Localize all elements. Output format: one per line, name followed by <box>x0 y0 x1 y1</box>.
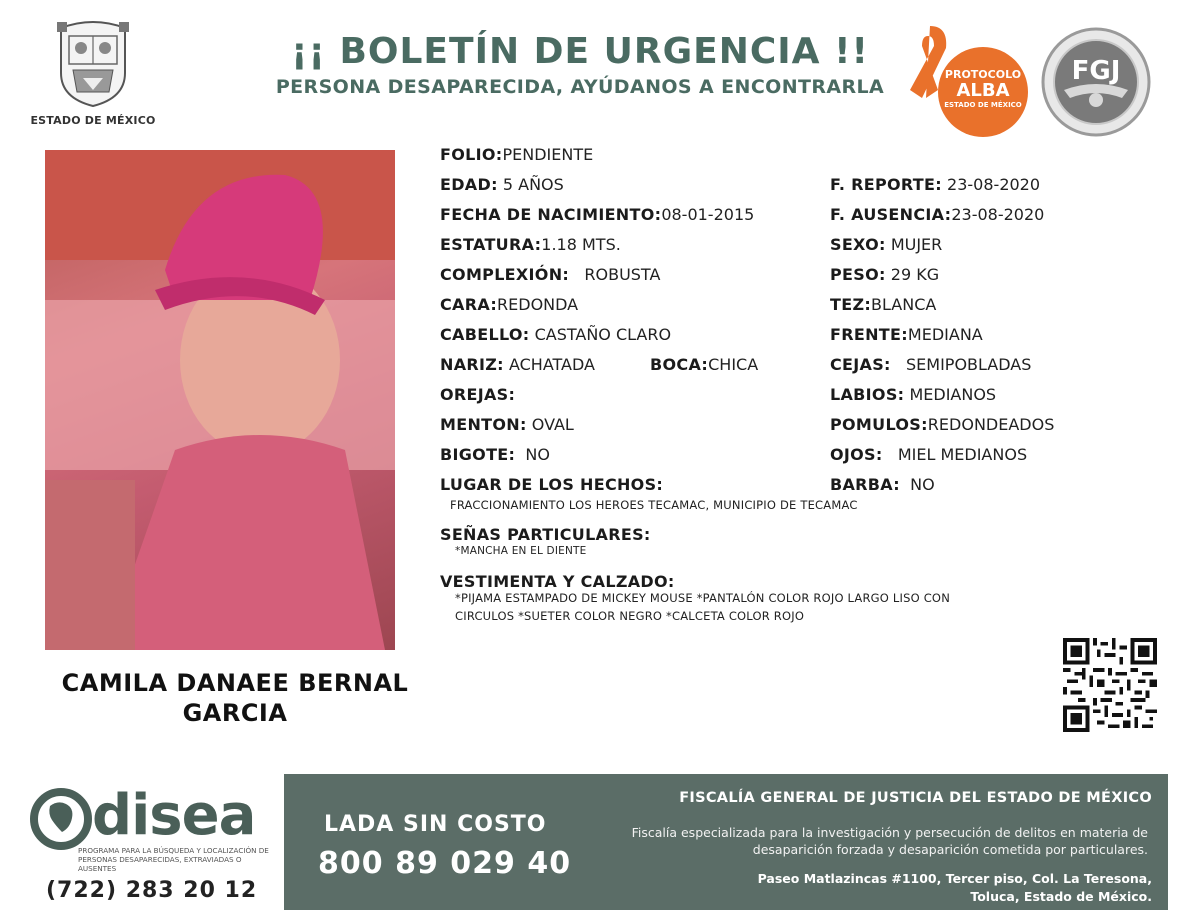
field-label: FOLIO: <box>440 145 503 164</box>
field-label: POMULOS: <box>830 415 928 434</box>
field-value: 23-08-2020 <box>947 175 1041 194</box>
lugar-hechos-value: FRACCIONAMIENTO LOS HEROES TECAMAC, MUNICIPIO DE TECAMAC <box>450 498 858 512</box>
field-label: CEJAS: <box>830 355 891 374</box>
field-label: OJOS: <box>830 445 883 464</box>
vestimenta-value-line1: *PIJAMA ESTAMPADO DE MICKEY MOUSE *PANTALÓN COLOR ROJO LARGO LISO CON <box>455 591 950 605</box>
state-caption: ESTADO DE MÉXICO <box>30 114 156 127</box>
alba-line2: ALBA <box>956 80 1010 101</box>
field-value: 23-08-2020 <box>951 205 1045 224</box>
field-label: SEÑAS PARTICULARES: <box>440 525 651 544</box>
field-label: VESTIMENTA Y CALZADO: <box>440 572 675 591</box>
fgj-logo <box>1040 26 1152 138</box>
alba-badge <box>938 47 1028 137</box>
field-label: MENTON: <box>440 415 527 434</box>
field-value: MEDIANOS <box>909 385 997 404</box>
field-fecha-nacimiento <box>440 205 754 225</box>
field-label: F. AUSENCIA: <box>830 205 952 224</box>
odisea-map-icon <box>30 788 92 850</box>
field-estatura <box>440 235 621 255</box>
field-value: ROBUSTA <box>584 265 661 284</box>
field-label: BOCA: <box>650 355 709 374</box>
person-name-line2: GARCIA <box>182 699 288 727</box>
field-label: ESTATURA: <box>440 235 542 254</box>
field-barba <box>830 475 935 495</box>
field-labios <box>830 385 996 405</box>
fiscalia-description: Fiscalía especializada para la investigación y persecución de delitos en materia de desaparición forzada y desaparición cometida por particulares. <box>631 825 1148 857</box>
field-label: EDAD: <box>440 175 498 194</box>
field-value: MIEL MEDIANOS <box>897 445 1028 464</box>
fiscalia-title: FISCALÍA GENERAL DE JUSTICIA DEL ESTADO DE MÉXICO <box>679 790 1152 806</box>
field-value: MUJER <box>890 235 943 254</box>
field-label: FRENTE: <box>830 325 908 344</box>
photo-placeholder-icon <box>45 150 395 650</box>
odisea-logo <box>30 783 275 916</box>
field-value: BLANCA <box>871 295 937 314</box>
alba-line1: PROTOCOLO <box>944 68 1022 81</box>
field-value: CHICA <box>708 355 759 374</box>
alba-line3: ESTADO DE MÉXICO <box>944 101 1022 109</box>
field-folio <box>440 145 593 165</box>
field-value: SEMIPOBLADAS <box>906 355 1032 374</box>
field-value: NO <box>910 475 935 494</box>
field-cabello <box>440 325 671 345</box>
field-frente <box>830 325 983 345</box>
address-line2: Toluca, Estado de México. <box>970 889 1152 904</box>
vestimenta-value-line2: CIRCULOS *SUETER COLOR NEGRO *CALCETA COLOR ROJO <box>455 609 805 623</box>
field-value: REDONDA <box>497 295 579 314</box>
field-label: OREJAS: <box>440 385 516 404</box>
field-cejas <box>830 355 1031 375</box>
field-label: LUGAR DE LOS HECHOS: <box>440 475 664 494</box>
senas-particulares-value: *MANCHA EN EL DIENTE <box>455 545 587 557</box>
field-value: MEDIANA <box>907 325 983 344</box>
field-label: LABIOS: <box>830 385 905 404</box>
qr-code-icon[interactable] <box>1063 638 1157 732</box>
estado-de-mexico-logo <box>28 18 158 130</box>
field-label: PESO: <box>830 265 886 284</box>
bulletin-subtitle: PERSONA DESAPARECIDA, AYÚDANOS A ENCONTRARLA <box>275 76 885 98</box>
field-ojos <box>830 445 1027 465</box>
bulletin-title: ¡¡ BOLETÍN DE URGENCIA !! <box>291 31 869 72</box>
field-value: 29 KG <box>890 265 940 284</box>
field-bigote <box>440 445 550 465</box>
fgj-seal-text: FGJ <box>1071 56 1121 86</box>
field-label: CARA: <box>440 295 498 314</box>
field-value: CASTAÑO CLARO <box>534 325 672 344</box>
field-label: FECHA DE NACIMIENTO: <box>440 205 662 224</box>
field-value: OVAL <box>531 415 574 434</box>
field-value: PENDIENTE <box>502 145 594 164</box>
address-line1: Paseo Matlazincas #1100, Tercer piso, Col. La Teresona, <box>757 871 1152 886</box>
field-label: NARIZ: <box>440 355 504 374</box>
field-cara <box>440 295 578 315</box>
odisea-brand: disea <box>92 783 256 848</box>
field-value: 08-01-2015 <box>661 205 755 224</box>
lada-label: LADA SIN COSTO <box>324 812 547 837</box>
missing-person-photo <box>45 150 395 650</box>
field-tez <box>830 295 936 315</box>
field-label: COMPLEXIÓN: <box>440 265 570 284</box>
coat-of-arms-icon <box>53 18 133 108</box>
field-menton <box>440 415 574 435</box>
field-boca <box>650 355 758 375</box>
odisea-description: PROGRAMA PARA LA BÚSQUEDA Y LOCALIZACIÓN DE PERSONAS DESAPARECIDAS, EXTRAVIADAS O AUSENTES <box>78 846 269 873</box>
field-value: ACHATADA <box>508 355 595 374</box>
field-peso <box>830 265 939 285</box>
person-name <box>40 668 430 728</box>
field-edad <box>440 175 564 195</box>
protocolo-alba-logo <box>900 22 1030 134</box>
field-lugar-hechos <box>440 475 663 495</box>
field-label: CABELLO: <box>440 325 530 344</box>
field-value: REDONDEADOS <box>927 415 1055 434</box>
field-value: 5 AÑOS <box>502 175 564 194</box>
field-orejas <box>440 385 515 405</box>
field-label: TEZ: <box>830 295 872 314</box>
field-fecha-ausencia <box>830 205 1044 225</box>
field-fecha-reporte <box>830 175 1040 195</box>
field-label: F. REPORTE: <box>830 175 942 194</box>
odisea-phone[interactable]: (722) 283 20 12 <box>46 878 258 903</box>
field-sexo <box>830 235 942 255</box>
field-complexion <box>440 265 660 285</box>
field-label: SEXO: <box>830 235 886 254</box>
field-pomulos <box>830 415 1054 435</box>
footer-band <box>284 774 1168 910</box>
fiscalia-address <box>592 870 1152 906</box>
person-name-line1: CAMILA DANAEE BERNAL <box>61 669 409 697</box>
field-label: BIGOTE: <box>440 445 516 464</box>
header-titles <box>200 32 960 98</box>
field-value: 1.18 MTS. <box>541 235 621 254</box>
field-label: BARBA: <box>830 475 900 494</box>
field-value: NO <box>525 445 550 464</box>
lada-phone-number[interactable]: 800 89 029 40 <box>318 846 572 881</box>
field-nariz <box>440 355 595 375</box>
